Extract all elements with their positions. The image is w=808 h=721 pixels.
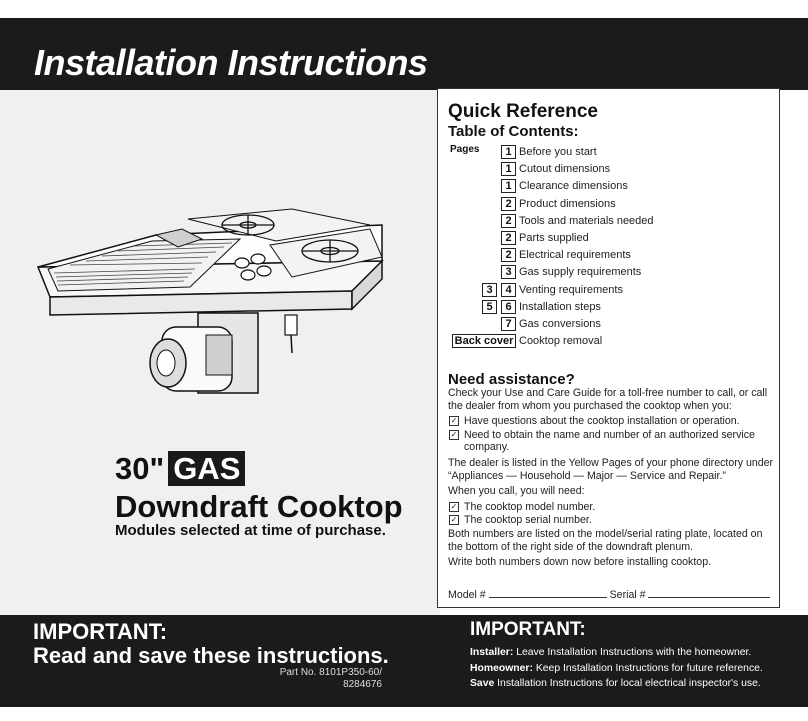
toc-item-label: Product dimensions [519, 197, 616, 210]
quick-reference-box [437, 88, 780, 608]
page-number-box: 2 [501, 197, 516, 211]
installer-note [470, 645, 800, 661]
toc-item [448, 178, 778, 195]
toc-item [448, 144, 778, 161]
pages-label: Pages [450, 144, 480, 155]
page-number-box: Back cover [452, 334, 516, 348]
product-name [115, 450, 403, 526]
model-number-field[interactable] [489, 589, 607, 598]
toc-title: Table of Contents: [448, 123, 579, 140]
page-number-box: 1 [501, 179, 516, 193]
checkbox-icon: ✓ [450, 416, 458, 426]
location-note: Both numbers are listed on the model/serial rating plate, located on the bottom of the right side of the downdraft plenum. [448, 527, 763, 553]
page-number-box: 1 [501, 145, 516, 159]
model-serial-line [448, 589, 776, 601]
installer-label: Installer: [470, 647, 514, 658]
check-item-text: The cooktop model number. [464, 500, 596, 513]
toc-item-label: Gas supply requirements [519, 266, 642, 279]
assistance-intro: Check your Use and Care Guide for a toll-free number to call, or call the dealer from whom you purchased the cooktop when you: [448, 387, 768, 412]
toc-item [448, 333, 778, 350]
cooktop-illustration [30, 195, 430, 405]
toc-list [448, 144, 778, 350]
write-note: Write both numbers down now before installing cooktop. [448, 556, 712, 569]
toc-item-label: Tools and materials needed [519, 214, 654, 227]
toc-item [448, 282, 778, 299]
checkbox-icon: ✓ [450, 429, 458, 439]
serial-label: Serial # [609, 589, 646, 601]
toc-item-label: Electrical requirements [519, 249, 631, 262]
page-number-box: 4 [501, 283, 516, 297]
part-number [262, 667, 382, 691]
toc-item [448, 299, 778, 316]
check-item-text: Need to obtain the name and number of an authorized service company. [464, 428, 755, 454]
product-size: 30" [115, 451, 165, 486]
part-number-line-1: Part No. 8101P350-60/ [279, 667, 382, 678]
save-label: Save [470, 678, 495, 689]
installer-text: Leave Installation Instructions with the homeowner. [516, 647, 752, 658]
page-number-box: 7 [501, 317, 516, 331]
save-text: Installation Instructions for local electrical inspector's use. [497, 678, 761, 689]
check-item [448, 415, 776, 428]
header-band [0, 18, 808, 90]
toc-item [448, 161, 778, 178]
checkbox-icon: ✓ [450, 501, 458, 511]
page-number-box: 3 [482, 283, 497, 297]
read-save-instructions: Read and save these instructions. [33, 643, 389, 668]
toc-item [448, 230, 778, 247]
toc-item-label: Cutout dimensions [519, 163, 611, 176]
save-note [470, 676, 800, 692]
gas-badge: GAS [168, 451, 245, 486]
important-heading-right: IMPORTANT: [470, 619, 586, 640]
need-assistance-title: Need assistance? [448, 371, 575, 388]
page-number-box: 3 [501, 265, 516, 279]
serial-number-field[interactable] [648, 589, 770, 598]
quick-reference-title: Quick Reference [448, 101, 598, 122]
toc-item-label: Before you start [519, 146, 597, 158]
toc-item-label: Cooktop removal [519, 335, 603, 348]
homeowner-note [470, 661, 800, 677]
important-notes [470, 645, 800, 692]
product-title: Downdraft Cooktop [115, 489, 403, 524]
toc-item [448, 316, 778, 333]
toc-item [448, 264, 778, 281]
page-number-box: 2 [501, 214, 516, 228]
page-number-box: 2 [501, 248, 516, 262]
checkbox-icon: ✓ [450, 515, 458, 525]
document-title: Installation Instructions [34, 42, 428, 83]
footer-band [0, 615, 808, 707]
modules-note: Modules selected at time of purchase. [115, 522, 386, 539]
check-item-text: Have questions about the cooktop installation or operation. [464, 415, 740, 428]
homeowner-text: Keep Installation Instructions for future reference. [535, 662, 763, 674]
toc-item [448, 196, 778, 213]
homeowner-label: Homeowner: [470, 662, 533, 674]
product-size-line [115, 450, 403, 488]
toc-item-label: Gas conversions [519, 317, 601, 330]
model-label: Model # [448, 589, 486, 601]
page-number-box: 6 [501, 300, 516, 314]
check-item-text: The cooktop serial number. [464, 514, 592, 527]
toc-item-label: Parts supplied [519, 231, 589, 244]
assistance-section [448, 387, 776, 572]
toc-item-label: Clearance dimensions [519, 180, 628, 193]
page-number-box: 1 [501, 162, 516, 176]
toc-item [448, 247, 778, 264]
check-item [448, 501, 776, 514]
page-number-box: 5 [482, 300, 497, 314]
check-item [448, 429, 776, 454]
toc-item-label: Venting requirements [519, 283, 623, 296]
check-item [448, 514, 776, 527]
important-heading-left: IMPORTANT: [33, 619, 168, 644]
dealer-note: The dealer is listed in the Yellow Pages of your phone directory under “Appliances — Household — Major — Service and Repair.” [448, 456, 774, 482]
toc-item [448, 213, 778, 230]
part-number-line-2: 8284676 [343, 679, 382, 690]
when-call: When you call, you will need: [448, 485, 585, 498]
toc-item-label: Installation steps [519, 300, 601, 313]
page-number-box: 2 [501, 231, 516, 245]
